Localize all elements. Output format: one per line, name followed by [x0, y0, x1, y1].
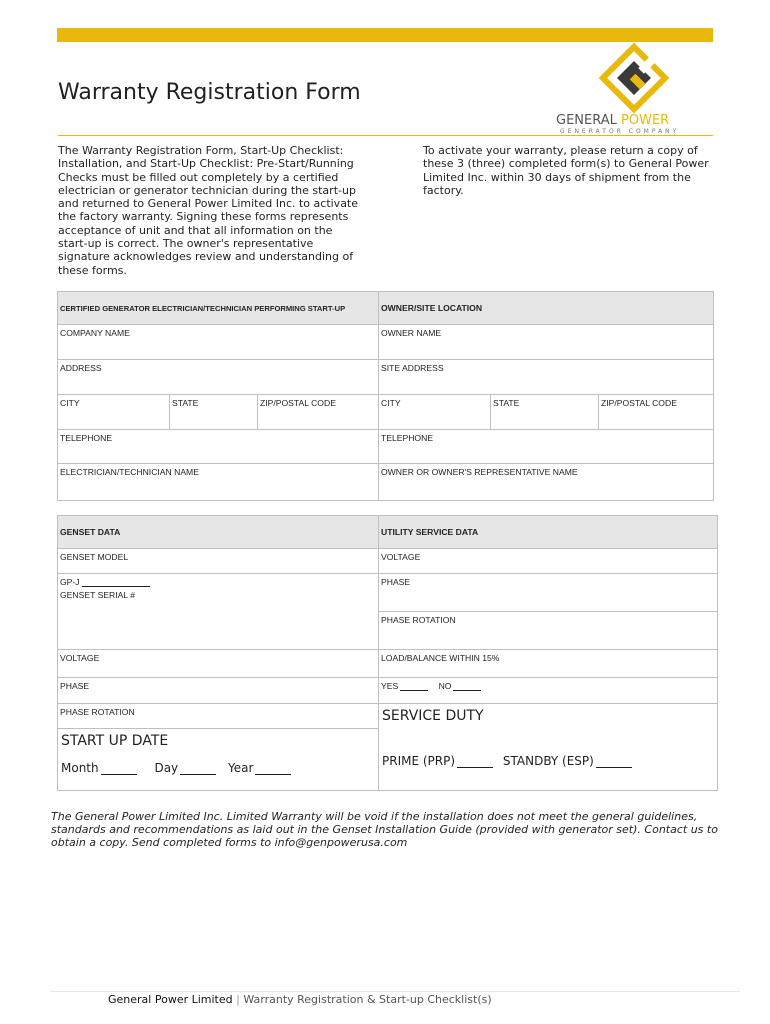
no-blank[interactable]: [453, 681, 481, 691]
address-field[interactable]: ADDRESS: [58, 360, 379, 395]
warranty-disclaimer: The General Power Limited Inc. Limited Warranty will be void if the installation does not meet the general guidelines, standards and recommendations as laid out in the Genset Installation Guide (provided with generator set). Contact us to obtain a copy. Send completed forms to info@genpowerusa.com: [51, 810, 718, 849]
utility-section-header: UTILITY SERVICE DATA: [379, 516, 718, 549]
page-title: Warranty Registration Form: [58, 80, 361, 105]
genset-utility-table: [57, 515, 718, 791]
genset-phase-rotation-field[interactable]: PHASE ROTATION: [58, 704, 379, 729]
site-state-field[interactable]: STATE: [491, 395, 599, 430]
footer-company: General Power Limited: [108, 993, 233, 1006]
site-zip-field[interactable]: ZIP/POSTAL CODE: [599, 395, 714, 430]
site-city-field[interactable]: CITY: [379, 395, 491, 430]
genset-model-field[interactable]: GENSET MODEL: [58, 549, 379, 574]
installer-city-field[interactable]: CITY: [58, 395, 170, 430]
utility-phase-rotation-field[interactable]: PHASE ROTATION: [379, 612, 718, 650]
day-label: Day: [154, 761, 179, 775]
month-blank[interactable]: [101, 765, 137, 775]
company-name-field[interactable]: COMPANY NAME: [58, 325, 379, 360]
prime-label: PRIME (PRP): [382, 754, 456, 768]
start-up-date-label: START UP DATE: [61, 733, 169, 749]
service-duty-label: SERVICE DUTY: [382, 708, 484, 724]
utility-phase-field[interactable]: PHASE: [379, 574, 718, 612]
installer-state-field[interactable]: STATE: [170, 395, 258, 430]
service-duty-options: [382, 754, 714, 768]
installer-telephone-field[interactable]: TELEPHONE: [58, 430, 379, 464]
footer-divider: [50, 991, 740, 992]
footer-text: Warranty Registration & Start-up Checklist(s): [243, 993, 492, 1006]
service-duty-cell: [379, 704, 718, 791]
year-label: Year: [227, 761, 254, 775]
top-accent-bar: [57, 28, 713, 42]
gp-prefix-row[interactable]: [60, 577, 376, 587]
owner-section-header: OWNER/SITE LOCATION: [379, 292, 714, 325]
header-divider: [58, 135, 713, 136]
owner-telephone-field[interactable]: TELEPHONE: [379, 430, 714, 464]
month-label: Month: [61, 761, 99, 775]
start-up-date-fields: [61, 761, 375, 775]
utility-voltage-field[interactable]: VOLTAGE: [379, 549, 718, 574]
genset-phase-field[interactable]: PHASE: [58, 678, 379, 704]
intro-paragraph-left: The Warranty Registration Form, Start-Up Checklist: Installation, and Start-Up Checklist: Pre-Start/Running Checks must be filled out completely by a certified electrician or generator technician during the start-up and returned to General Power Limited Inc. to activate the factory warranty. Signing these forms represents acceptance of unit and that all information on the start-up is correct. The owner's representative signature acknowledges review and understanding of these forms.: [58, 144, 359, 277]
genset-serial-cell: [58, 574, 379, 650]
load-balance-options: [379, 678, 718, 704]
site-address-field[interactable]: SITE ADDRESS: [379, 360, 714, 395]
page-footer: [108, 993, 492, 1006]
day-blank[interactable]: [180, 765, 216, 775]
logo-name: GENERAL POWER: [556, 113, 670, 128]
owner-name-field[interactable]: OWNER NAME: [379, 325, 714, 360]
installer-zip-field[interactable]: ZIP/POSTAL CODE: [258, 395, 379, 430]
no-label: NO: [438, 681, 452, 691]
installer-section-header: CERTIFIED GENERATOR ELECTRICIAN/TECHNICIAN PERFORMING START-UP: [58, 292, 379, 325]
genset-voltage-field[interactable]: VOLTAGE: [58, 650, 379, 678]
gp-serial-blank[interactable]: [82, 577, 150, 587]
start-up-date-cell: [58, 729, 379, 791]
year-blank[interactable]: [255, 765, 291, 775]
gp-prefix-label: GP-J: [60, 577, 80, 587]
standby-blank[interactable]: [596, 758, 632, 768]
yes-label: YES: [381, 681, 399, 691]
owner-rep-name-field[interactable]: OWNER OR OWNER'S REPRESENTATIVE NAME: [379, 464, 714, 501]
genset-serial-label: GENSET SERIAL #: [60, 590, 135, 600]
standby-label: STANDBY (ESP): [502, 754, 594, 768]
intro-paragraph-right: To activate your warranty, please return a copy of these 3 (three) completed form(s) to General Power Limited Inc. within 30 days of shipment from the factory.: [423, 144, 709, 197]
load-balance-label: LOAD/BALANCE WITHIN 15%: [379, 650, 718, 678]
electrician-name-field[interactable]: ELECTRICIAN/TECHNICIAN NAME: [58, 464, 379, 501]
prime-blank[interactable]: [457, 758, 493, 768]
genset-section-header: GENSET DATA: [58, 516, 379, 549]
logo-subtitle: GENERATOR COMPANY: [560, 128, 680, 135]
footer-separator: |: [236, 993, 240, 1006]
installer-owner-table: [57, 291, 714, 501]
yes-blank[interactable]: [400, 681, 428, 691]
